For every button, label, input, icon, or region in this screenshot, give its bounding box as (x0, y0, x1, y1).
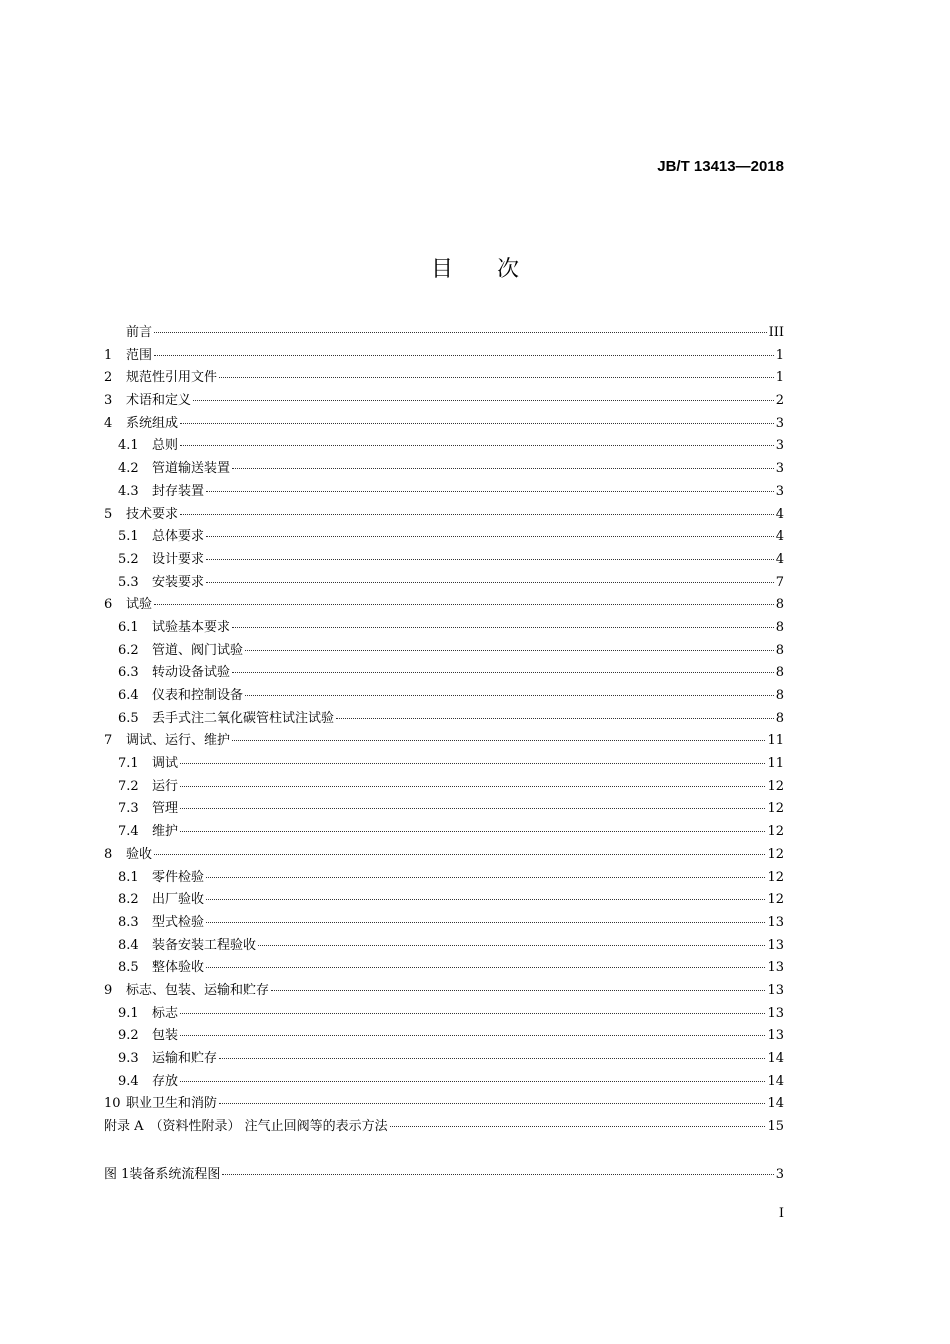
toc-entry-page: 3 (775, 461, 784, 477)
toc-entry[interactable] (104, 457, 784, 480)
toc-entry[interactable] (104, 412, 784, 435)
toc-entry[interactable] (104, 843, 784, 866)
toc-entry-number: 9.4 (118, 1073, 139, 1089)
toc-entry-label: 出厂验收 (152, 892, 205, 908)
toc-entry[interactable] (104, 661, 784, 684)
toc-entry-label: 试验 (126, 597, 153, 613)
toc-entry-page: 4 (775, 551, 784, 567)
standard-number: JB/T 13413—2018 (657, 158, 784, 175)
toc-entry[interactable] (104, 389, 784, 412)
toc-entry-page: 4 (775, 529, 784, 545)
toc-entry-leader (232, 740, 765, 741)
toc-entry-leader (206, 877, 765, 878)
toc-entry-page: 1 (775, 347, 784, 363)
toc-entry-leader (219, 1058, 765, 1059)
toc-entry-leader (206, 536, 774, 537)
toc-entry-leader (219, 1103, 765, 1104)
toc-entry-page: 8 (775, 619, 784, 635)
toc-entry[interactable] (104, 344, 784, 367)
toc-entry-label: 系统组成 (126, 415, 179, 431)
toc-entry[interactable] (104, 1002, 784, 1025)
page-number: I (778, 1206, 784, 1221)
toc-entry[interactable] (104, 752, 784, 775)
toc-entry-label: 调试 (152, 756, 179, 772)
toc-entry-number: 7 (104, 733, 113, 749)
toc-entry-number: 4.3 (118, 483, 139, 499)
toc-entry-leader (206, 967, 765, 968)
toc-entry-leader (180, 786, 765, 787)
toc-entry-label: 范围 (126, 347, 153, 363)
toc-entry-number: 5.2 (118, 551, 139, 567)
toc-entry-leader (206, 582, 774, 583)
toc-entry[interactable] (104, 707, 784, 730)
toc-entry-leader (206, 559, 774, 560)
toc-entry-label: 管理 (152, 801, 179, 817)
toc-entry-number: 6.2 (118, 642, 139, 658)
page-title: 目次 (430, 257, 563, 282)
toc-entry-label: 零件检验 (152, 869, 205, 885)
toc-entry-leader (219, 377, 774, 378)
toc-entry-page: 13 (767, 937, 784, 953)
toc-entry-number: 7.3 (118, 801, 139, 817)
toc-entry-label: 术语和定义 (126, 393, 192, 409)
toc-entry-label: 总则 (152, 438, 179, 454)
toc-entry-page: 12 (767, 801, 784, 817)
toc-entry[interactable] (104, 593, 784, 616)
toc-entry-label: 职业卫生和消防 (126, 1096, 218, 1112)
toc-entry-number: 6.4 (118, 688, 139, 703)
toc-entry[interactable] (104, 979, 784, 1002)
toc-entry-page: 14 (767, 1073, 784, 1089)
toc-entry[interactable] (104, 866, 784, 889)
toc-entry[interactable] (104, 956, 784, 979)
toc-entry-page: 13 (767, 1005, 784, 1021)
toc-entry-leader (336, 718, 774, 719)
toc-entry-page: 8 (775, 688, 784, 703)
toc-entry-label: 维护 (152, 824, 179, 840)
toc-entry-label: 封存装置 (152, 483, 205, 499)
toc-entry-label: 规范性引用文件 (126, 370, 218, 386)
toc-entry[interactable] (104, 1092, 784, 1115)
toc-entry-label: 运行 (152, 778, 179, 794)
toc-entry-page: 11 (767, 733, 784, 749)
toc-entry[interactable] (104, 1024, 784, 1047)
toc-entry-leader (180, 445, 774, 446)
toc-entry-label: 存放 (152, 1073, 179, 1089)
toc-entry-number: 8.2 (118, 892, 139, 908)
toc-entry-leader (154, 604, 774, 605)
toc-entry-label: 技术要求 (126, 506, 179, 522)
toc-entry-leader (180, 423, 774, 424)
figure-entry-leader (222, 1174, 773, 1175)
toc-entry-page: 13 (767, 982, 784, 998)
toc-entry-number: 8.4 (118, 937, 139, 953)
toc-entry-leader (390, 1126, 766, 1127)
toc-entry-leader (206, 491, 774, 492)
toc-entry-page: 12 (767, 778, 784, 794)
toc-entry-leader (180, 763, 765, 764)
table-of-contents (104, 321, 784, 1138)
toc-entry-leader (245, 650, 774, 651)
toc-entry-label: 包装 (152, 1028, 179, 1044)
toc-entry-label: 运输和贮存 (152, 1051, 218, 1066)
toc-entry-leader (180, 514, 774, 515)
toc-entry-label: 管道输送装置 (152, 461, 231, 477)
toc-entry-page: 11 (767, 756, 784, 772)
toc-entry-number: 6.3 (118, 665, 139, 681)
figure-entry-page: 3 (775, 1167, 784, 1182)
toc-entry-label: 总体要求 (152, 529, 205, 545)
toc-entry[interactable] (104, 548, 784, 571)
toc-entry[interactable] (104, 616, 784, 639)
figure-entry[interactable] (104, 1163, 784, 1186)
toc-entry-page: 7 (775, 574, 784, 590)
toc-entry-leader (206, 922, 765, 923)
toc-entry[interactable] (104, 639, 784, 662)
toc-entry-leader (180, 1081, 765, 1082)
toc-entry-number: 5 (104, 506, 113, 522)
figure-entry-number: 图 1 (104, 1167, 130, 1182)
toc-entry-number: 4.2 (118, 461, 139, 477)
toc-entry-label: 试验基本要求 (152, 619, 231, 635)
toc-entry-label: （资料性附录） 注气止回阀等的表示方法 (149, 1119, 388, 1135)
toc-entry-number: 9 (104, 982, 113, 998)
toc-entry[interactable] (104, 503, 784, 526)
toc-entry-label: 安装要求 (152, 574, 205, 590)
toc-entry-leader (232, 672, 774, 673)
toc-entry-page: 3 (775, 415, 784, 431)
toc-entry-label: 管道、阀门试验 (152, 642, 244, 658)
toc-entry-page: 8 (775, 597, 784, 613)
toc-entry-number: 1 (104, 347, 113, 363)
toc-entry-leader (180, 1013, 765, 1014)
toc-entry-leader (245, 695, 774, 696)
toc-entry[interactable] (104, 684, 784, 707)
toc-entry-leader (232, 627, 774, 628)
toc-entry-number: 9.1 (118, 1005, 139, 1021)
toc-entry-page: 8 (775, 665, 784, 681)
toc-entry-number: 6.1 (118, 619, 139, 635)
toc-entry-page: 13 (767, 914, 784, 930)
toc-entry-label: 仪表和控制设备 (152, 688, 244, 703)
toc-entry-label: 丢手式注二氧化碳管柱试注试验 (152, 710, 335, 726)
toc-entry-number: 3 (104, 393, 113, 409)
toc-entry-number: 4.1 (118, 438, 139, 454)
toc-entry-number: 4 (104, 415, 113, 431)
toc-entry-leader (180, 831, 765, 832)
toc-entry-page: 3 (775, 483, 784, 499)
toc-entry-label: 前言 (126, 325, 153, 340)
toc-entry[interactable] (104, 911, 784, 934)
toc-entry-number: 9.3 (118, 1051, 139, 1066)
toc-entry-number: 8.3 (118, 914, 139, 930)
toc-entry-label: 调试、运行、维护 (126, 733, 231, 749)
toc-entry-page: 1 (775, 370, 784, 386)
toc-entry[interactable] (104, 480, 784, 503)
toc-entry-number: 2 (104, 370, 113, 386)
toc-entry[interactable] (104, 934, 784, 957)
toc-entry-number: 9.2 (118, 1028, 139, 1044)
toc-entry-leader (154, 355, 774, 356)
toc-entry[interactable] (104, 525, 784, 548)
toc-entry-leader (258, 945, 765, 946)
toc-entry-page: 14 (767, 1051, 784, 1066)
toc-entry-label: 型式检验 (152, 914, 205, 930)
toc-entry-number: 7.4 (118, 824, 139, 840)
toc-entry-number: 8.1 (118, 869, 139, 885)
toc-entry[interactable] (104, 797, 784, 820)
toc-entry-page: 13 (767, 960, 784, 976)
toc-entry-page: 3 (775, 438, 784, 454)
toc-entry-leader (154, 332, 767, 333)
toc-entry-page: III (768, 325, 784, 340)
toc-entry-leader (180, 1035, 765, 1036)
toc-entry[interactable] (104, 1047, 784, 1070)
toc-entry-leader (271, 990, 765, 991)
toc-entry-leader (180, 808, 765, 809)
toc-entry-number: 6 (104, 597, 113, 613)
toc-entry-label: 装备安装工程验收 (152, 937, 257, 953)
toc-entry-leader (206, 899, 765, 900)
toc-entry[interactable] (104, 1115, 784, 1138)
toc-entry-page: 12 (767, 869, 784, 885)
toc-entry-number: 7.2 (118, 778, 139, 794)
toc-entry-number: 附录 A (104, 1119, 144, 1135)
toc-entry-page: 12 (767, 824, 784, 840)
toc-entry-page: 8 (775, 642, 784, 658)
toc-entry-leader (232, 468, 774, 469)
toc-entry-page: 8 (775, 710, 784, 726)
toc-entry-number: 8.5 (118, 960, 139, 976)
toc-entry-page: 15 (767, 1119, 784, 1135)
toc-entry-number: 5.3 (118, 574, 139, 590)
toc-entry-leader (154, 854, 765, 855)
toc-entry-label: 标志、包装、运输和贮存 (126, 982, 270, 998)
toc-entry-label: 验收 (126, 846, 153, 862)
toc-entry-number: 8 (104, 846, 113, 862)
toc-entry-number: 10 (104, 1096, 121, 1112)
toc-entry[interactable] (104, 820, 784, 843)
toc-entry[interactable] (104, 366, 784, 389)
toc-entry-number: 6.5 (118, 710, 139, 726)
toc-entry-page: 4 (775, 506, 784, 522)
toc-entry-page: 12 (767, 892, 784, 908)
figure-entry-label: 装备系统流程图 (129, 1167, 221, 1182)
toc-entry-number: 7.1 (118, 756, 139, 772)
toc-entry-page: 13 (767, 1028, 784, 1044)
toc-entry-leader (193, 400, 774, 401)
toc-entry-label: 整体验收 (152, 960, 205, 976)
toc-entry-label: 转动设备试验 (152, 665, 231, 681)
toc-entry[interactable] (104, 775, 784, 798)
toc-entry[interactable] (104, 571, 784, 594)
toc-entry-label: 标志 (152, 1005, 179, 1021)
toc-entry-page: 12 (767, 846, 784, 862)
toc-entry-page: 14 (767, 1096, 784, 1112)
toc-entry[interactable] (104, 729, 784, 752)
toc-entry-page: 2 (775, 393, 784, 409)
toc-entry[interactable] (104, 1070, 784, 1093)
toc-entry[interactable] (104, 888, 784, 911)
toc-entry-number: 5.1 (118, 529, 139, 545)
figure-list (104, 1163, 784, 1186)
toc-entry[interactable] (104, 434, 784, 457)
toc-entry[interactable] (104, 321, 784, 344)
toc-entry-label: 设计要求 (152, 551, 205, 567)
